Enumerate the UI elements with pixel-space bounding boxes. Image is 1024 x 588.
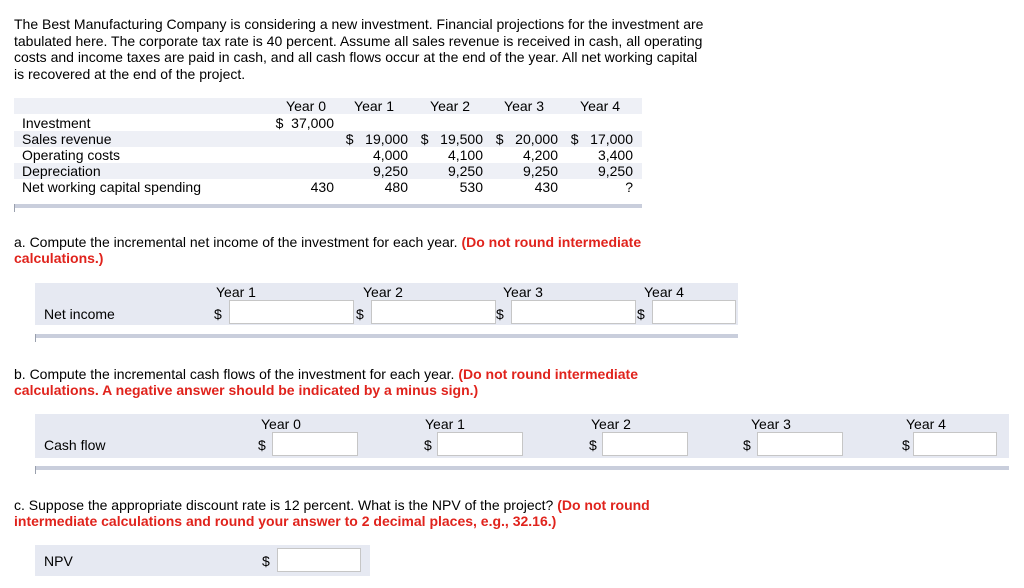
table-bottom-rule [14, 204, 642, 208]
proj-year-3: Year 3 [504, 98, 544, 114]
cash-flow-year-4-input[interactable] [913, 432, 997, 456]
part-c-question [14, 497, 704, 529]
currency-sign: $ [258, 437, 266, 453]
table-cell: 4,200 [522, 147, 558, 163]
part-b-question [14, 366, 704, 398]
cash-flow-year-1-input[interactable] [437, 432, 523, 456]
table-cell: $ 20,000 [495, 131, 558, 147]
part-c-text: c. Suppose the appropriate discount rate is 12 percent. What is the NPV of the project? [14, 497, 554, 513]
table-cell: 9,250 [597, 163, 633, 179]
row-label-depreciation: Depreciation [22, 163, 101, 179]
b-year-2: Year 2 [591, 416, 631, 432]
b-year-4: Year 4 [906, 416, 946, 432]
cash-flow-year-3-input[interactable] [757, 432, 843, 456]
net-income-year-1-input[interactable] [229, 300, 354, 324]
part-b-text: b. Compute the incremental cash flows of the investment for each year. [14, 366, 455, 382]
table-rule-tick [14, 204, 15, 212]
table-cell: ? [625, 179, 633, 195]
table-cell: 430 [534, 179, 558, 195]
row-label-sales: Sales revenue [22, 131, 112, 147]
proj-year-4: Year 4 [580, 98, 620, 114]
problem-statement: The Best Manufacturing Company is considering a new investment. Financial projections for the investment are tabulated here. The corporate tax rate is 40 percent. Assume all sales revenue is received in cash, all operating costs and income taxes are paid in cash, and all cash flows occur at the end of the year. All net working capital is recovered at the end of the project. [14, 16, 704, 82]
a-year-1: Year 1 [216, 284, 256, 300]
row-label-nwc: Net working capital spending [22, 179, 201, 195]
a-year-4: Year 4 [644, 284, 684, 300]
table-cell: 530 [459, 179, 483, 195]
proj-year-0: Year 0 [286, 98, 326, 114]
npv-input[interactable] [277, 548, 361, 572]
table-cell: 9,250 [372, 163, 408, 179]
currency-sign: $ [496, 306, 504, 322]
table-cell: 4,000 [372, 147, 408, 163]
cash-flow-year-2-input[interactable] [602, 432, 688, 456]
table-cell: 9,250 [447, 163, 483, 179]
part-b-rule-tick [35, 466, 36, 474]
currency-sign: $ [424, 437, 432, 453]
net-income-year-4-input[interactable] [652, 300, 736, 324]
b-year-3: Year 3 [751, 416, 791, 432]
currency-sign: $ [902, 437, 910, 453]
part-a-rule-tick [35, 334, 36, 342]
b-year-1: Year 1 [425, 416, 465, 432]
table-cell: 3,400 [597, 147, 633, 163]
net-income-label: Net income [44, 306, 115, 322]
cash-flow-label: Cash flow [44, 437, 106, 453]
net-income-year-3-input[interactable] [511, 300, 636, 324]
row-label-investment: Investment [22, 115, 91, 131]
currency-sign: $ [589, 437, 597, 453]
table-cell: 430 [310, 179, 334, 195]
proj-year-2: Year 2 [430, 98, 470, 114]
row-label-opcosts: Operating costs [22, 147, 121, 163]
table-cell: $ 37,000 [275, 115, 334, 131]
npv-label: NPV [44, 553, 73, 569]
part-a-note: (Do not round intermediate calculations.) [14, 234, 642, 266]
part-b-bottom-rule [35, 466, 1009, 470]
proj-year-1: Year 1 [354, 98, 394, 114]
currency-sign: $ [356, 306, 364, 322]
part-a-question [14, 234, 704, 266]
part-c-note: (Do not round intermediate calculations and round your answer to 2 decimal places, e.g., 32.16.) [14, 497, 650, 529]
part-a-text: a. Compute the incremental net income of the investment for each year. [14, 234, 458, 250]
table-cell: $ 19,500 [420, 131, 483, 147]
currency-sign: $ [743, 437, 751, 453]
table-cell: 480 [384, 179, 408, 195]
b-year-0: Year 0 [261, 416, 301, 432]
part-a-bottom-rule [35, 334, 738, 338]
table-cell: $ 19,000 [345, 131, 408, 147]
currency-sign: $ [214, 306, 222, 322]
table-cell: $ 17,000 [570, 131, 633, 147]
a-year-3: Year 3 [503, 284, 543, 300]
currency-sign: $ [262, 553, 270, 569]
table-cell: 9,250 [522, 163, 558, 179]
table-cell: 4,100 [447, 147, 483, 163]
currency-sign: $ [637, 306, 645, 322]
net-income-year-2-input[interactable] [371, 300, 496, 324]
a-year-2: Year 2 [363, 284, 403, 300]
cash-flow-year-0-input[interactable] [272, 432, 358, 456]
part-b-note: (Do not round intermediate calculations. A negative answer should be indicated by a minus sign.) [14, 366, 639, 398]
